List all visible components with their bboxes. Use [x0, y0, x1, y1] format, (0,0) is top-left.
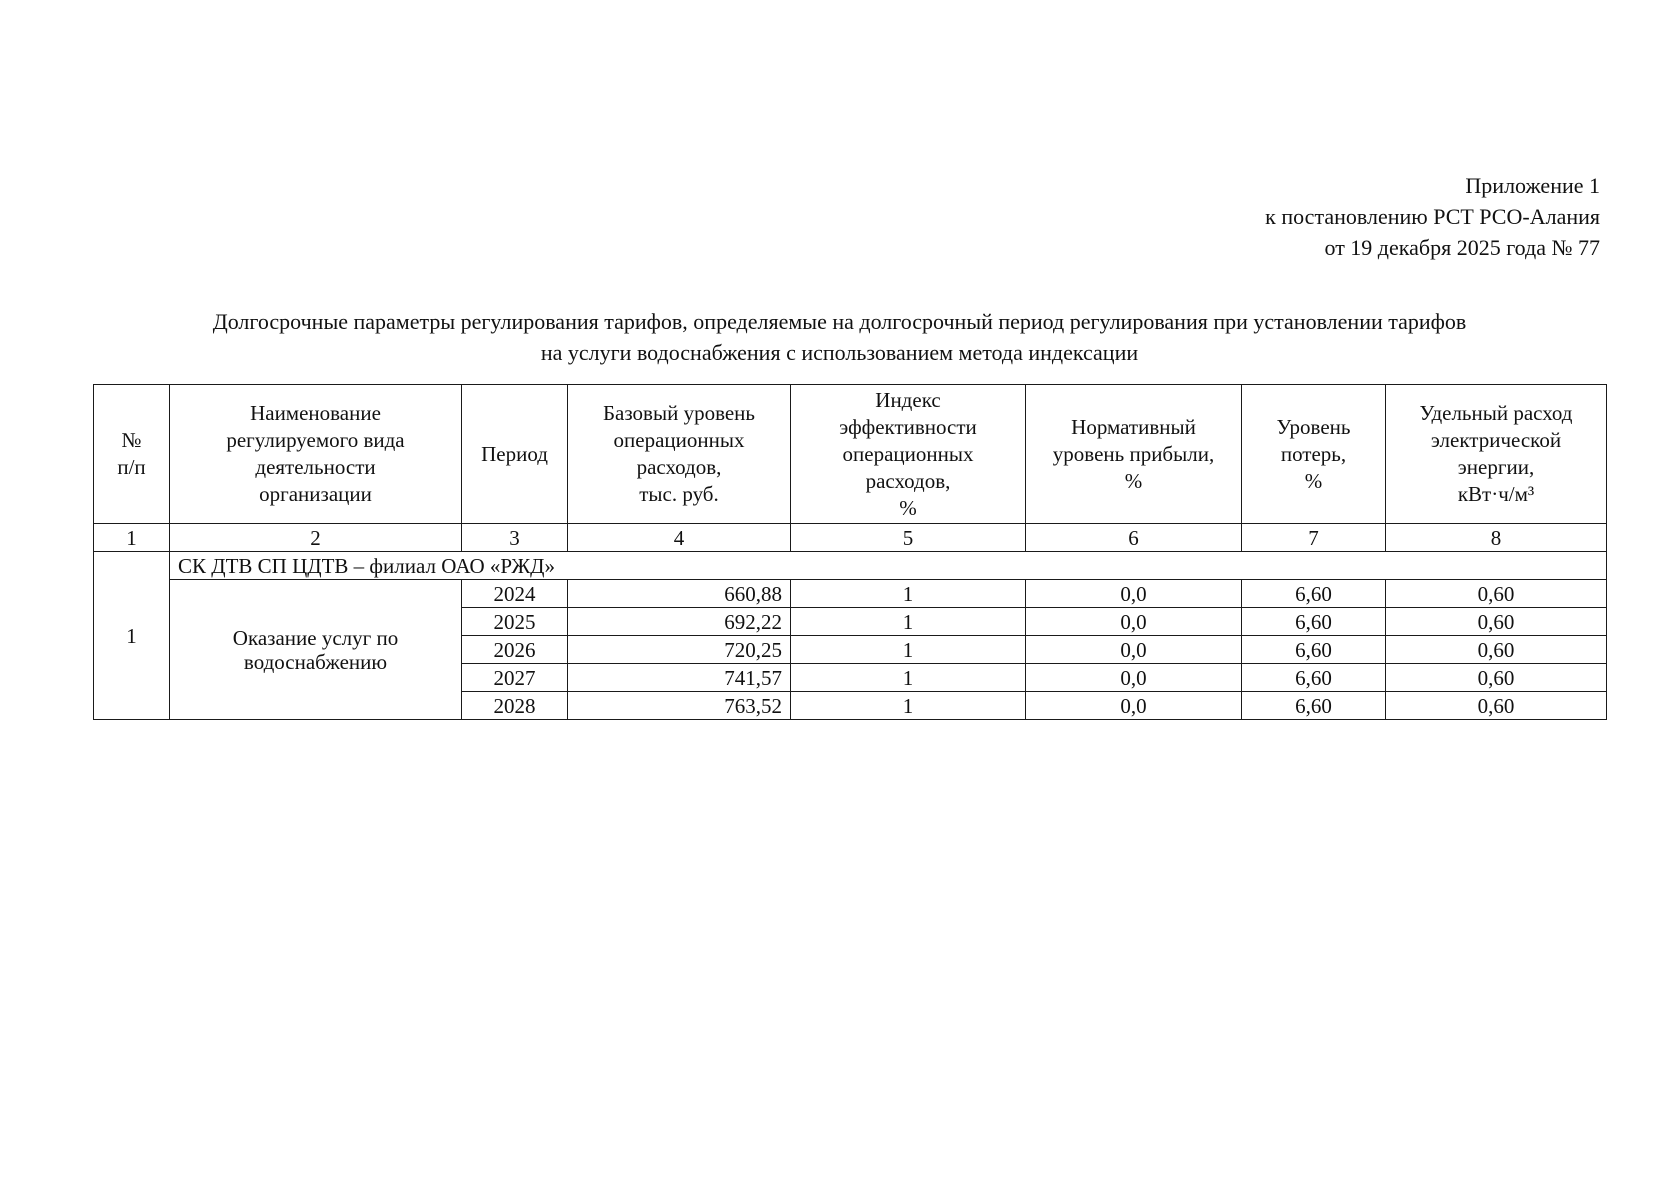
- column-number-row: [94, 524, 1607, 552]
- column-number: 1: [94, 524, 170, 552]
- organization-name: СК ДТВ СП ЦДТВ – филиал ОАО «РЖД»: [170, 552, 1607, 580]
- efficiency-index-cell: 1: [791, 636, 1026, 664]
- losses-cell: 6,60: [1242, 580, 1386, 608]
- header-energy-consumption: Удельный расход электрической энергии, кВт·ч/м³: [1386, 385, 1607, 524]
- column-number: 5: [791, 524, 1026, 552]
- period-cell: 2024: [462, 580, 568, 608]
- header-row-number: № п/п: [94, 385, 170, 524]
- energy-cell: 0,60: [1386, 692, 1607, 720]
- header-activity-name: Наименование регулируемого вида деятельности организации: [170, 385, 462, 524]
- profit-level-cell: 0,0: [1026, 664, 1242, 692]
- efficiency-index-cell: 1: [791, 608, 1026, 636]
- losses-cell: 6,60: [1242, 664, 1386, 692]
- parameters-table: [93, 384, 1607, 720]
- annex-title: Приложение 1: [1465, 173, 1600, 198]
- energy-cell: 0,60: [1386, 608, 1607, 636]
- losses-cell: 6,60: [1242, 636, 1386, 664]
- profit-level-cell: 0,0: [1026, 608, 1242, 636]
- header-losses: Уровень потерь, %: [1242, 385, 1386, 524]
- energy-cell: 0,60: [1386, 636, 1607, 664]
- losses-cell: 6,60: [1242, 608, 1386, 636]
- base-opex-cell: 741,57: [568, 664, 791, 692]
- organization-row: [94, 552, 1607, 580]
- period-cell: 2028: [462, 692, 568, 720]
- document-title-line-2: на услуги водоснабжения с использованием метода индексации: [540, 340, 1139, 365]
- column-number: 2: [170, 524, 462, 552]
- column-number: 8: [1386, 524, 1607, 552]
- efficiency-index-cell: 1: [791, 692, 1026, 720]
- column-number: 6: [1026, 524, 1242, 552]
- profit-level-cell: 0,0: [1026, 692, 1242, 720]
- base-opex-cell: 660,88: [568, 580, 791, 608]
- row-number-cell: 1: [94, 552, 170, 720]
- profit-level-cell: 0,0: [1026, 580, 1242, 608]
- base-opex-cell: 692,22: [568, 608, 791, 636]
- annex-date: от 19 декабря 2025 года № 77: [1324, 235, 1600, 260]
- period-cell: 2027: [462, 664, 568, 692]
- header-period: Период: [462, 385, 568, 524]
- header-base-opex: Базовый уровень операционных расходов, тыс. руб.: [568, 385, 791, 524]
- header-profit-level: Нормативный уровень прибыли, %: [1026, 385, 1242, 524]
- base-opex-cell: 763,52: [568, 692, 791, 720]
- header-efficiency-index: Индекс эффективности операционных расходов, %: [791, 385, 1026, 524]
- activity-name-cell: Оказание услуг по водоснабжению: [170, 580, 462, 720]
- profit-level-cell: 0,0: [1026, 636, 1242, 664]
- energy-cell: 0,60: [1386, 664, 1607, 692]
- annex-resolution: к постановлению РСТ РСО-Алания: [1265, 204, 1600, 229]
- table-row: [94, 580, 1607, 608]
- document-title: [0, 306, 1679, 368]
- energy-cell: 0,60: [1386, 580, 1607, 608]
- column-number: 7: [1242, 524, 1386, 552]
- period-cell: 2026: [462, 636, 568, 664]
- base-opex-cell: 720,25: [568, 636, 791, 664]
- period-cell: 2025: [462, 608, 568, 636]
- column-number: 4: [568, 524, 791, 552]
- table-header-row: [94, 385, 1607, 524]
- losses-cell: 6,60: [1242, 692, 1386, 720]
- efficiency-index-cell: 1: [791, 664, 1026, 692]
- column-number: 3: [462, 524, 568, 552]
- document-title-line-1: Долгосрочные параметры регулирования тарифов, определяемые на долгосрочный период регулирования при установлении тарифов: [212, 309, 1467, 334]
- efficiency-index-cell: 1: [791, 580, 1026, 608]
- annex-reference: [1265, 170, 1600, 263]
